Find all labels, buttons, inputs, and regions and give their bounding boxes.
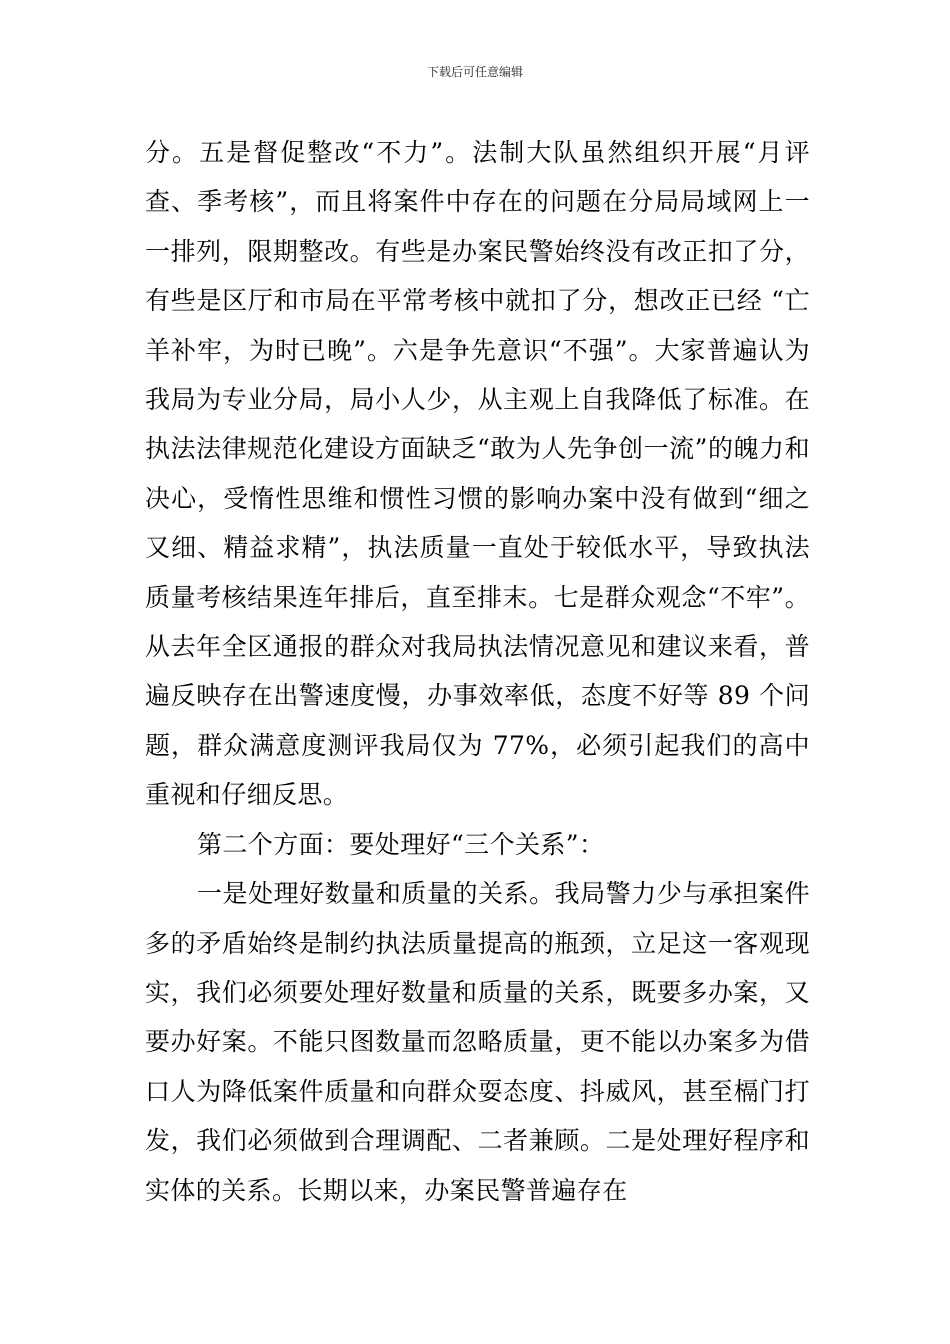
paragraph-continued: 分。五是督促整改“不力”。法制大队虽然组织开展“月评查、季考核”，而且将案件中存在的问题在分局局域网上一一排列，限期整改。有些是办案民警始终没有改正扣了分，有些是区厅和市局在平常考核中就扣了分，想改正已经 “亡羊补牢，为时已晚”。六是争先意识“不强”。大家普遍认为我局为专业分局，局小人少，从主观上自我降低了标准。在执法法律规范化建设方面缺乏“敢为人先争创一流”的魄力和决心，受惰性思维和惯性习惯的影响办案中没有做到“细之又细、精益求精”，执法质量一直处于较低水平，导致执法质量考核结果连年排后，直至排末。七是群众观念“不牢”。从去年全区通报的群众对我局执法情况意见和建议来看，普遍反映存在出警速度慢，办事效率低，态度不好等 89 个问题，群众满意度测评我局仅为 77%，必须引起我们的高中重视和仔细反思。 (145, 138, 810, 810)
paragraph-section-heading: 第二个方面：要处理好“三个关系”： (197, 829, 605, 859)
page-header-note: 下载后可任意编辑 (426, 65, 523, 79)
document-body (145, 128, 810, 1215)
paragraph-relations: 一是处理好数量和质量的关系。我局警力少与承担案件多的矛盾始终是制约执法质量提高的瓶颈，立足这一客观现实，我们必须要处理好数量和质量的关系，既要多办案，又要办好案。不能只图数量而忽略质量，更不能以办案多为借口人为降低案件质量和向群众耍态度、抖威风，甚至槅门打发，我们必须做到合理调配、二者兼顾。二是处理好程序和实体的关系。长期以来，办案民警普遍存在 (145, 879, 810, 1205)
